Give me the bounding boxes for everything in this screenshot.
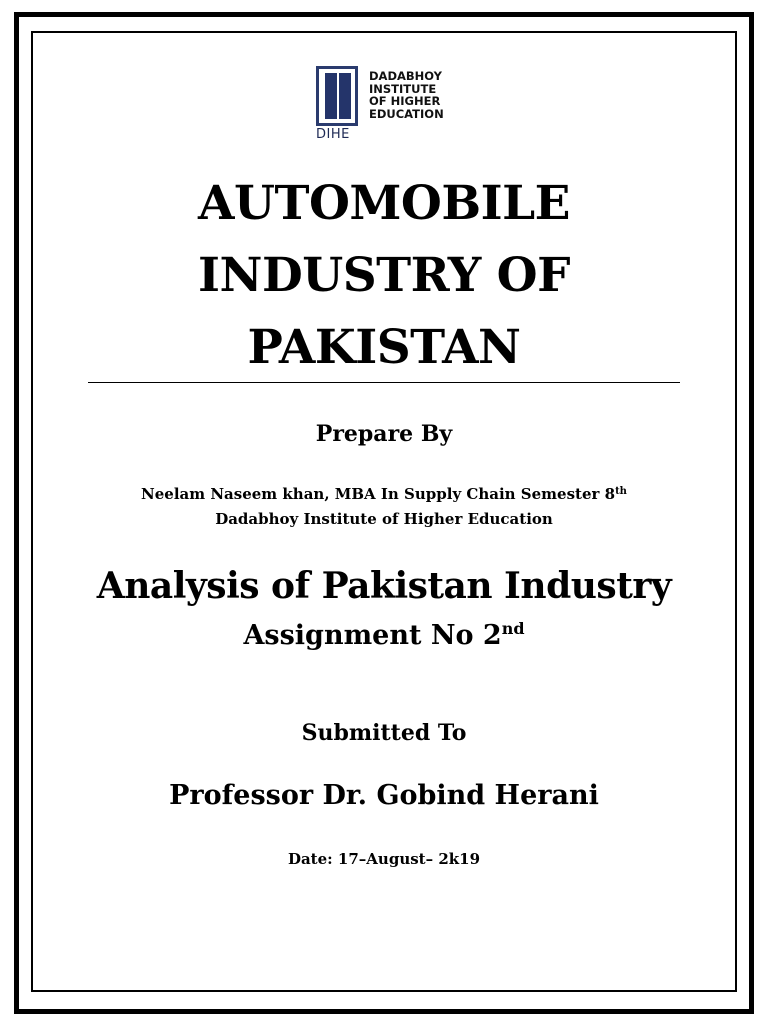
logo-name-line: OF HIGHER	[369, 94, 441, 108]
title-line: PAKISTAN	[247, 320, 521, 375]
author-text: Neelam Naseem khan, MBA In Supply Chain Semester 8	[141, 485, 616, 503]
submission-date: Date: 17–August– 2k19	[287, 850, 481, 868]
assignment-text: Assignment No 2	[243, 620, 502, 651]
professor-name: Professor Dr. Gobind Herani	[169, 780, 599, 811]
logo-emblem-icon	[316, 66, 358, 126]
institute-logo	[312, 64, 462, 144]
logo-name-line: EDUCATION	[369, 106, 444, 121]
author-institution: Dadabhoy Institute of Higher Education	[215, 510, 553, 528]
logo-name-line: INSTITUTE	[369, 81, 437, 96]
submitted-to-label: Submitted To	[301, 720, 467, 746]
assignment-number	[0, 620, 768, 651]
title-line: AUTOMOBILE	[198, 176, 570, 231]
prepared-by-label: Prepare By	[315, 421, 453, 447]
assignment-superscript: nd	[501, 619, 525, 638]
title-divider	[88, 382, 680, 383]
course-title: Analysis of Pakistan Industry	[96, 565, 672, 607]
logo-institute-name	[369, 70, 469, 120]
logo-abbreviation: DIHE	[316, 127, 350, 142]
author-line	[0, 485, 768, 503]
author-superscript: th	[615, 486, 627, 497]
logo-name-line: DADABHOY	[369, 69, 442, 83]
title-line: INDUSTRY OF	[198, 248, 570, 303]
document-title	[88, 168, 680, 384]
